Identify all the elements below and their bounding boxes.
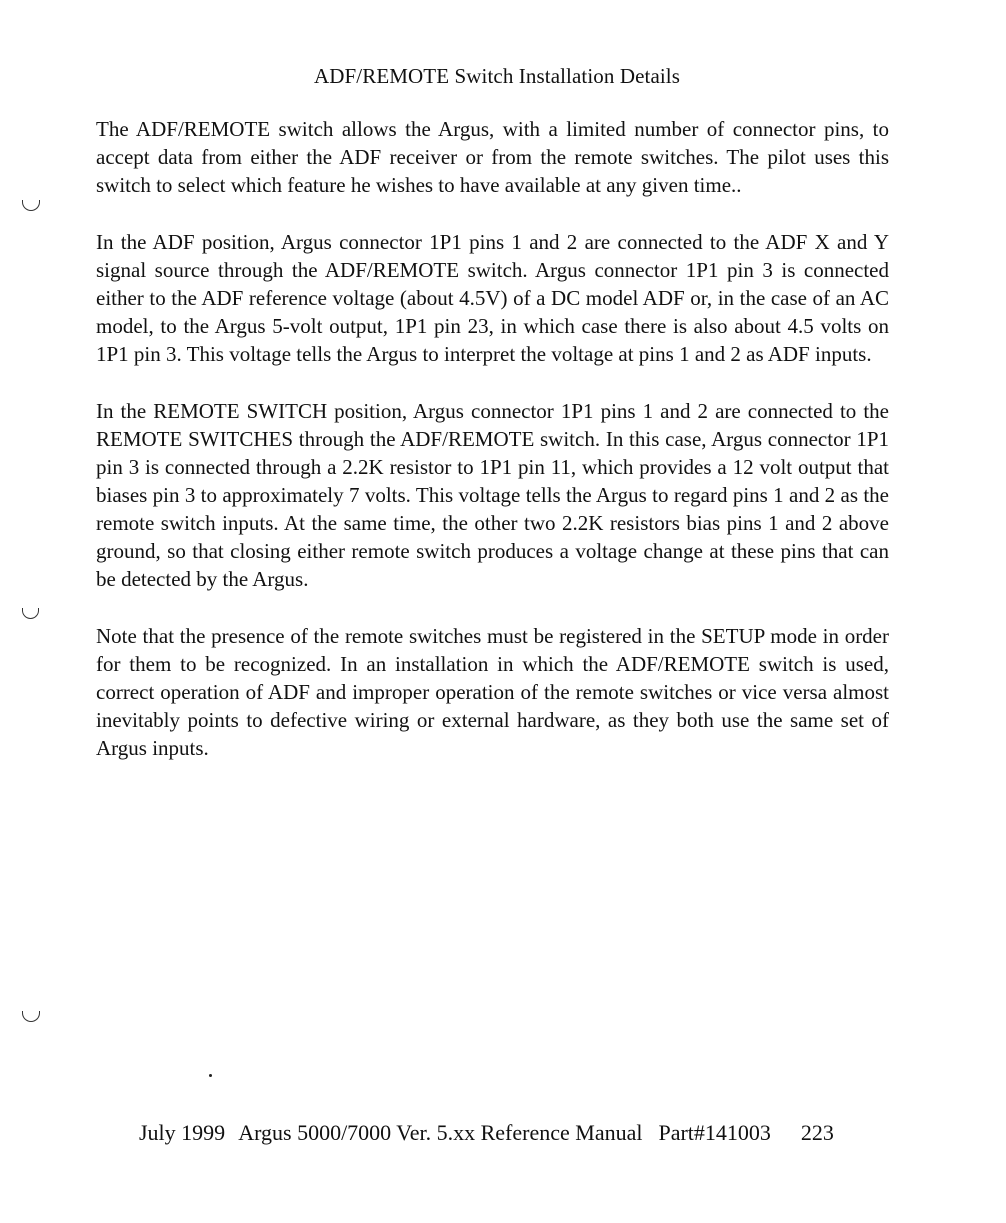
- footer-part-number: Part#141003: [658, 1120, 771, 1145]
- footer-date: July 1999: [139, 1120, 226, 1145]
- binder-hole-icon: [22, 608, 39, 619]
- body-text: [96, 115, 889, 791]
- paragraph-setup-note: Note that the presence of the remote switches must be registered in the SETUP mode in order for them to be recognized. In an installation in which the ADF/REMOTE switch is used, correct operation of ADF and improper operation of the remote switches or vice versa almost inevitably points to defective wiring or external hardware, as they both use the same set of Argus inputs.: [96, 624, 889, 760]
- paragraph-adf-position: In the ADF position, Argus connector 1P1 pins 1 and 2 are connected to the ADF X and Y signal source through the ADF/REMOTE switch. Argus connector 1P1 pin 3 is connected either to the ADF reference voltage (about 4.5V) of a DC model ADF or, in the case of an AC model, to the Argus 5-volt output, 1P1 pin 23, in which case there is also about 4.5 volts on 1P1 pin 3. This voltage tells the Argus to interpret the voltage at pins 1 and 2 as ADF inputs.: [96, 230, 889, 366]
- paragraph-switch-overview: The ADF/REMOTE switch allows the Argus, with a limited number of connector pins, to accept data from either the ADF receiver or from the remote switches. The pilot uses this switch to select which feature he wishes to have available at any given time..: [96, 117, 889, 197]
- page-title: ADF/REMOTE Switch Installation Details: [313, 64, 681, 88]
- scan-speck: [209, 1074, 212, 1077]
- binder-hole-icon: [22, 1011, 40, 1022]
- binder-hole-icon: [22, 200, 40, 211]
- paragraph-remote-switch-position: In the REMOTE SWITCH position, Argus connector 1P1 pins 1 and 2 are connected to the REMOTE SWITCHES through the ADF/REMOTE switch. In this case, Argus connector 1P1 pin 3 is connected through a 2.2K resistor to 1P1 pin 11, which provides a 12 volt output that biases pin 3 to approximately 7 volts. This voltage tells the Argus to regard pins 1 and 2 as the remote switch inputs. At the same time, the other two 2.2K resistors bias pins 1 and 2 above ground, so that closing either remote switch produces a voltage change at these pins that can be detected by the Argus.: [96, 399, 889, 591]
- page-footer: [139, 1119, 834, 1147]
- footer-page-number: 223: [800, 1120, 834, 1145]
- footer-manual-title: Argus 5000/7000 Ver. 5.xx Reference Manual: [238, 1120, 643, 1145]
